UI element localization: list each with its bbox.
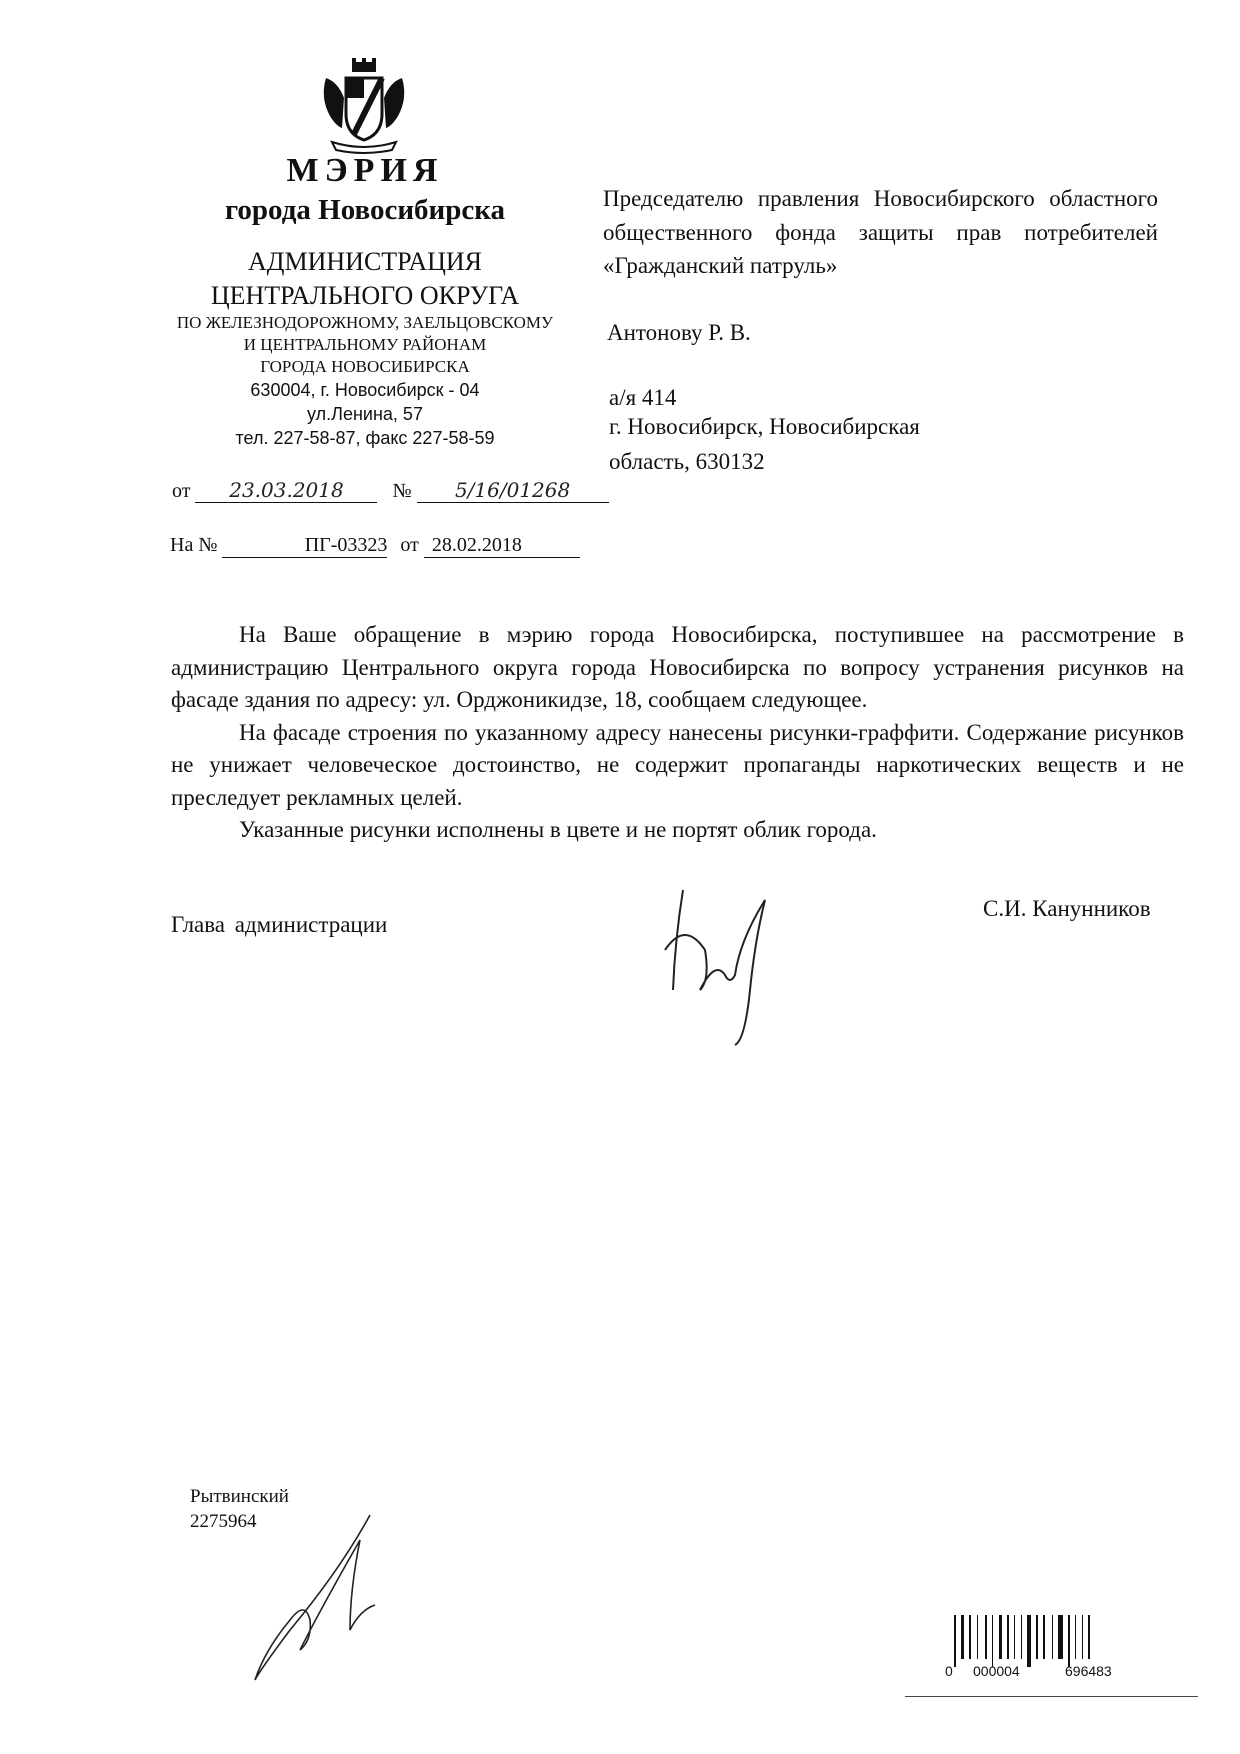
reference-number: ПГ-03323 xyxy=(222,534,387,558)
barcode-bar xyxy=(1027,1615,1031,1667)
body-paragraph: На Ваше обращение в мэрию города Новосибирска, поступившее на рассмотрение в администрацию Центрального округа города Новосибирска по вопросу устранения рисунков на фасаде здания по адресу: ул. Орджоникидзе, 18, сообщаем следующее. xyxy=(171,622,1184,712)
barcode-bar xyxy=(1036,1615,1038,1659)
barcode-bar xyxy=(961,1615,964,1659)
barcode-group-2: 696483 xyxy=(1065,1663,1112,1679)
barcode-bar xyxy=(1021,1615,1022,1659)
signatory-name: С.И. Канунников xyxy=(983,896,1151,921)
barcode-bar xyxy=(992,1615,993,1667)
outgoing-number-value: 5/16/01268 xyxy=(417,478,609,503)
reference-line xyxy=(170,534,580,558)
body-paragraph: Указанные рисунки исполнены в цвете и не портят облик города. xyxy=(239,817,877,842)
recipient-po-box: а/я 414 xyxy=(609,385,677,410)
district-line-2: И ЦЕНТРАЛЬНОМУ РАЙОНАМ xyxy=(243,335,487,354)
phone-fax: тел. 227-58-87, факс 227-58-59 xyxy=(235,428,495,448)
admin-line-1: АДМИНИСТРАЦИЯ xyxy=(248,247,482,276)
barcode-bar xyxy=(1088,1615,1090,1659)
letterhead-title: МЭРИЯ xyxy=(286,152,444,189)
reference-date: 28.02.2018 xyxy=(424,534,580,558)
handwritten-signature xyxy=(655,880,785,1050)
outgoing-registration xyxy=(172,478,609,503)
barcode-bar xyxy=(954,1615,956,1667)
barcode-bar xyxy=(1007,1615,1009,1659)
address-line-2: ул.Ленина, 57 xyxy=(307,404,423,424)
barcode-bar xyxy=(985,1615,987,1659)
admin-line-2: ЦЕНТРАЛЬНОГО ОКРУГА xyxy=(210,281,520,310)
district-line-3: ГОРОДА НОВОСИБИРСКА xyxy=(260,357,470,376)
barcode-bar xyxy=(1043,1615,1045,1659)
address-line-1: 630004, г. Новосибирск - 04 xyxy=(250,380,480,400)
executor-name: Рытвинский xyxy=(190,1486,289,1507)
barcode-bar xyxy=(1075,1615,1076,1659)
outgoing-date-value: 23.03.2018 xyxy=(195,478,377,503)
barcode-bar xyxy=(1052,1615,1053,1659)
coat-of-arms-emblem xyxy=(318,58,410,154)
outgoing-date-label: от xyxy=(172,480,191,502)
recipient-region: область, 630132 xyxy=(609,449,765,474)
barcode-prefix: 0 xyxy=(945,1663,953,1679)
district-line-1: ПО ЖЕЛЕЗНОДОРОЖНОМУ, ЗАЕЛЬЦОВСКОМУ xyxy=(176,313,554,332)
barcode-bar xyxy=(977,1615,978,1659)
barcode-bar xyxy=(969,1615,971,1659)
footer-rule xyxy=(905,1696,1198,1697)
executor-signature xyxy=(250,1510,385,1685)
barcode-bar xyxy=(1058,1615,1063,1659)
barcode-bar xyxy=(999,1615,1002,1659)
body-paragraph: На фасаде строения по указанному адресу нанесены рисунки-граффити. Содержание рисунков не унижает человеческое достоинство, не содержит пропаганды наркотических веществ и не преследует рекламных целей. xyxy=(171,719,1184,810)
barcode-bar xyxy=(1068,1615,1070,1667)
recipient-name: Антонову Р. В. xyxy=(607,320,751,345)
signatory-position: Глава администрации xyxy=(171,912,388,937)
outgoing-number-label: № xyxy=(392,480,412,502)
recipient-title: Председателю правления Новосибирского областного общественного фонда защиты прав потребителей «Гражданский патруль» xyxy=(603,186,1158,278)
letterhead-subtitle: города Новосибирска xyxy=(224,194,506,226)
barcode-bar xyxy=(1082,1615,1083,1659)
recipient-city: г. Новосибирск, Новосибирская xyxy=(609,414,920,439)
executor-phone: 2275964 xyxy=(190,1511,257,1532)
barcode-group-1: 000004 xyxy=(973,1663,1020,1679)
letter-body xyxy=(171,619,1184,847)
barcode xyxy=(950,1615,1150,1667)
barcode-bar xyxy=(1014,1615,1015,1659)
reference-date-label: от xyxy=(400,534,419,556)
reference-label: На № xyxy=(170,534,218,556)
